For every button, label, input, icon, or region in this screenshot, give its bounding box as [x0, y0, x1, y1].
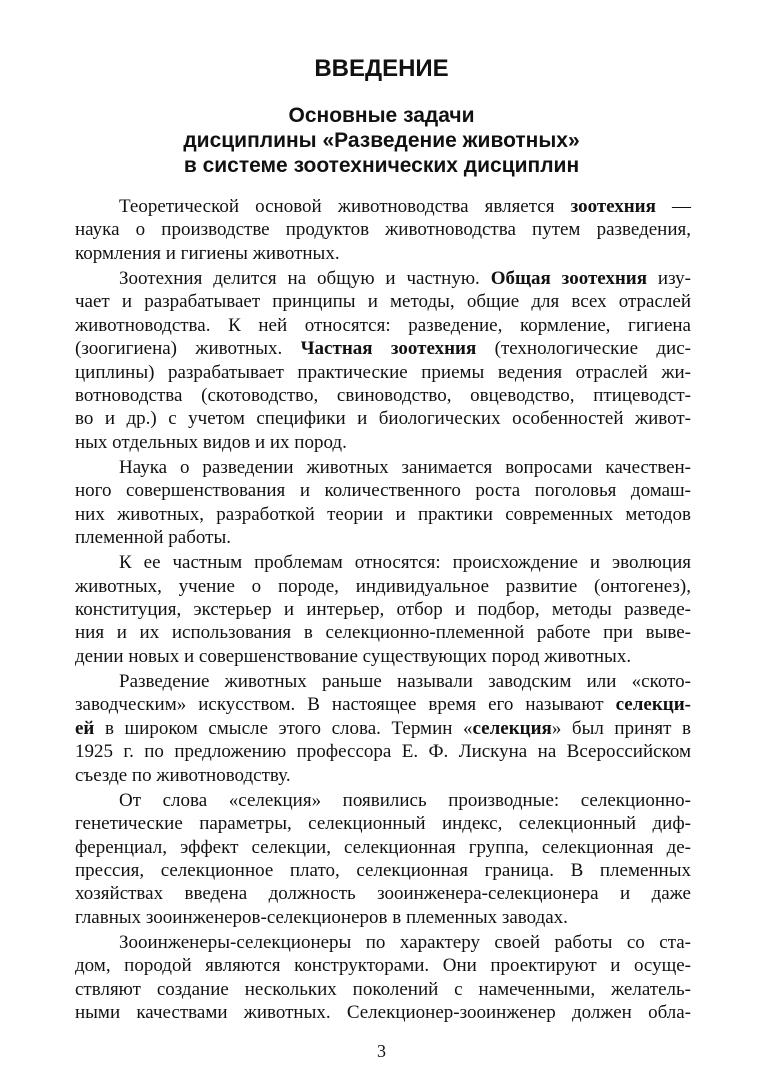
- text-line: [75, 789, 691, 812]
- text-run: во и др.) с учетом специфики и биологических особенностей живот-: [75, 408, 691, 430]
- text-line: [75, 361, 691, 384]
- text-line: [75, 575, 691, 598]
- bold-term: зоотехния: [570, 196, 656, 217]
- text-run: наука о производстве продуктов животноводства путем разведения,: [75, 219, 691, 241]
- text-line: [75, 954, 691, 977]
- text-run: в широком смысле этого слова. Термин «: [94, 717, 473, 739]
- text-line: [75, 384, 691, 407]
- text-run: (зоогигиена) животных.: [75, 338, 301, 360]
- text-line: [75, 456, 691, 479]
- text-run: кормления и гигиены животных.: [75, 242, 340, 264]
- text-line: [75, 337, 691, 360]
- text-run: Теоретической основой животноводства является: [119, 196, 571, 217]
- section-title-line: Основные задачи: [288, 104, 475, 127]
- text-run: вотноводства (скотоводство, свиноводство, овцеводство, птицеводст-: [75, 384, 691, 406]
- text-line: [75, 218, 691, 241]
- text-run: ствляют создание нескольких поколений с намеченными, желатель-: [75, 978, 691, 1000]
- text-run: ференциал, эффект селекции, селекционная группа, селекционная де-: [75, 836, 691, 858]
- text-line: [75, 290, 691, 313]
- text-run: дении новых и совершенствование существующих пород животных.: [75, 645, 632, 667]
- text-run: ными качествами животных. Селекционер-зооинженер должен обла-: [75, 1002, 691, 1024]
- page-number: 3: [377, 1041, 386, 1061]
- text-run: ного совершенствования и количественного роста поголовья домаш-: [75, 480, 691, 502]
- text-run: —: [655, 196, 692, 217]
- paragraph: [75, 456, 691, 550]
- paragraph: [75, 670, 691, 787]
- bold-term: ей: [75, 717, 95, 739]
- text-run: заводческим» искусством. В настоящее время его называют: [75, 694, 616, 716]
- text-line: [75, 764, 691, 787]
- text-line: [75, 931, 691, 954]
- text-line: [75, 314, 691, 337]
- text-line: [75, 598, 691, 621]
- paragraph: [75, 551, 691, 668]
- paragraph: [75, 789, 691, 929]
- text-run: конституция, экстерьер и интерьер, отбор и подбор, методы разведе-: [75, 599, 691, 621]
- text-line: [75, 717, 691, 740]
- text-line: [75, 621, 691, 644]
- text-line: [75, 242, 691, 265]
- body-text: [75, 195, 691, 1024]
- text-run: хозяйствах введена должность зооинженера-селекционера и даже: [75, 883, 691, 905]
- text-run: 1925 г. по предложению профессора Е. Ф. Лискуна на Всероссийском: [75, 741, 691, 763]
- bold-term: селекци-: [615, 694, 691, 716]
- text-run: чает и разрабатывает принципы и методы, общие для всех отраслей: [75, 291, 691, 313]
- text-run: изу-: [647, 267, 691, 289]
- text-run: главных зооинженеров-селекционеров в племенных заводах.: [75, 906, 568, 928]
- text-run: прессия, селекционное плато, селекционная граница. В племенных: [75, 859, 691, 881]
- text-run: них животных, разработкой теории и практики современных методов: [75, 503, 691, 525]
- text-line: [75, 693, 691, 716]
- text-line: [75, 812, 691, 835]
- text-line: [75, 859, 691, 882]
- text-line: [75, 551, 691, 574]
- text-line: [75, 1001, 691, 1024]
- text-line: [75, 740, 691, 763]
- text-run: (технологические дис-: [476, 338, 691, 360]
- section-title: [0, 103, 763, 178]
- text-line: [75, 195, 691, 218]
- text-run: циплины) разрабатывает практические приемы ведения отраслей жи-: [75, 361, 691, 383]
- paragraph: [75, 931, 691, 1025]
- text-line: [75, 645, 691, 668]
- text-run: Разведение животных раньше называли заводским или «ското-: [119, 671, 691, 692]
- text-line: [75, 431, 691, 454]
- text-run: животноводства. К ней относятся: разведение, кормление, гигиена: [75, 314, 691, 336]
- text-line: [75, 479, 691, 502]
- text-run: Зоотехния делится на общую и частную.: [119, 267, 491, 289]
- text-run: » был принят в: [551, 717, 692, 739]
- bold-term: Общая зоотехния: [490, 267, 648, 289]
- text-line: [75, 836, 691, 859]
- text-run: дом, породой являются конструкторами. Они проектируют и осуще-: [75, 955, 691, 977]
- text-run: Зооинженеры-селекционеры по характеру своей работы со ста-: [119, 931, 691, 953]
- text-run: генетические параметры, селекционный индекс, селекционный диф-: [75, 813, 691, 835]
- section-title-line: в системе зоотехнических дисциплин: [183, 154, 580, 177]
- text-run: Наука о разведении животных занимается вопросами качествен-: [119, 456, 691, 478]
- text-line: [75, 267, 691, 290]
- text-line: [75, 503, 691, 526]
- text-line: [75, 407, 691, 430]
- text-run: От слова «селекция» появились производные: селекционно-: [119, 789, 691, 811]
- text-line: [75, 670, 691, 693]
- chapter-title: ВВЕДЕНИЕ: [314, 55, 449, 82]
- text-run: ных отдельных видов и их пород.: [75, 431, 347, 453]
- text-line: [75, 526, 691, 549]
- text-run: ния и их использования в селекционно-племенной работе при выве-: [75, 622, 691, 644]
- text-line: [75, 906, 691, 929]
- text-run: племенной работы.: [75, 527, 231, 549]
- text-run: К ее частным проблемам относятся: происхождение и эволюция: [119, 552, 691, 574]
- section-title-line: дисциплины «Разведение животных»: [183, 129, 580, 152]
- paragraph: [75, 267, 691, 454]
- bold-term: Частная зоотехния: [300, 338, 477, 360]
- text-line: [75, 978, 691, 1001]
- text-run: съезде по животноводству.: [75, 764, 291, 786]
- bold-term: селекция: [472, 717, 552, 739]
- text-line: [75, 882, 691, 905]
- paragraph: [75, 195, 691, 265]
- text-run: животных, учение о породе, индивидуальное развитие (онтогенез),: [75, 575, 691, 597]
